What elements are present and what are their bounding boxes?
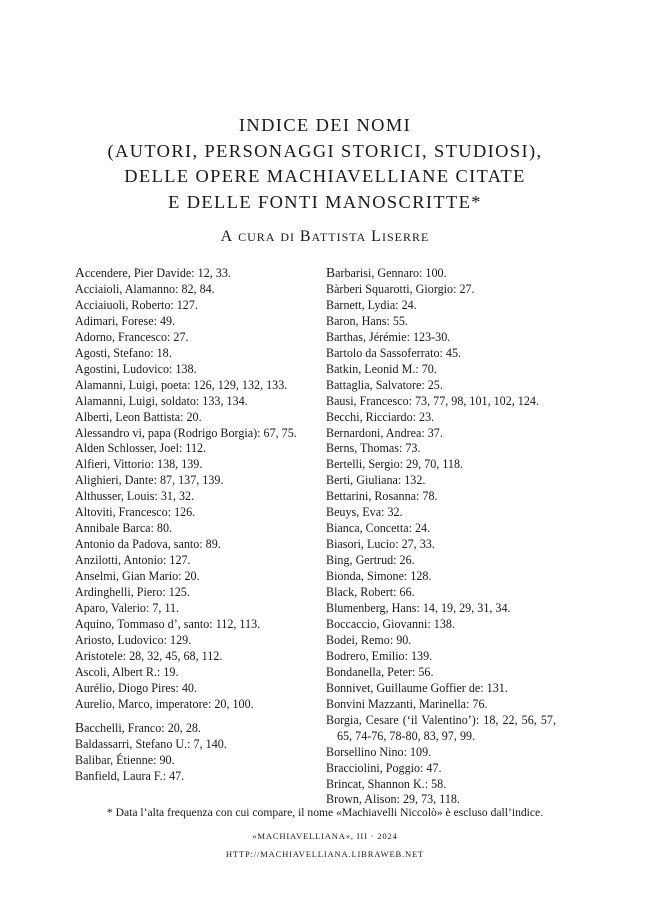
- index-entry: Alighieri, Dante: 87, 137, 139.: [75, 473, 224, 488]
- index-entry: Battaglia, Salvatore: 25.: [326, 377, 443, 392]
- index-entry: Barbarisi, Gennaro: 100.: [326, 265, 447, 280]
- index-entry: Aparo, Valerio: 7, 11.: [75, 601, 180, 616]
- index-entry: Bacchelli, Franco: 20, 28.: [75, 720, 201, 736]
- index-entry: Batkin, Leonid M.: 70.: [326, 361, 437, 376]
- index-entry: Annibale Barca: 80.: [75, 521, 173, 536]
- index-entry: Bionda, Simone: 128.: [326, 569, 432, 584]
- index-entry: Acciaiuoli, Roberto: 127.: [75, 297, 198, 312]
- index-entry: Barnett, Lydia: 24.: [326, 297, 417, 312]
- index-entry: Anselmi, Gian Mario: 20.: [75, 569, 200, 584]
- index-column-right: [326, 265, 556, 808]
- journal-issue: «MACHIAVELLIANA», III · 2024: [252, 831, 398, 841]
- journal-url: HTTP://MACHIAVELLIANA.LIBRAWEB.NET: [225, 849, 425, 859]
- index-entry: Biasori, Lucio: 27, 33.: [326, 537, 435, 552]
- index-entry: Bernardoni, Andrea: 37.: [326, 425, 443, 440]
- title-line: E DELLE FONTI MANOSCRITTE*: [168, 191, 482, 212]
- title-line: (AUTORI, PERSONAGGI STORICI, STUDIOSI),: [107, 140, 543, 161]
- index-entry: Bartolo da Sassoferrato: 45.: [326, 345, 462, 360]
- index-entry: Aquino, Tommaso d’, santo: 112, 113.: [75, 616, 261, 631]
- index-entry: Alessandro vi, papa (Rodrigo Borgia): 67, 75.: [75, 425, 297, 440]
- index-entry: Bausi, Francesco: 73, 77, 98, 101, 102, 124.: [326, 393, 539, 408]
- footnote: * Data l’alta frequenza con cui compare, il nome «Machiavelli Niccolò» è escluso dall’indice.: [106, 806, 544, 819]
- index-entry: Blumenberg, Hans: 14, 19, 29, 31, 34.: [326, 601, 511, 616]
- index-entry: Berti, Giuliana: 132.: [326, 473, 426, 488]
- index-entry: Agosti, Stefano: 18.: [75, 345, 172, 360]
- index-entry: Boccaccio, Giovanni: 138.: [326, 616, 455, 631]
- index-entry: Baldassarri, Stefano U.: 7, 140.: [75, 737, 227, 752]
- index-entry: Adorno, Francesco: 27.: [75, 329, 189, 344]
- index-entry: Althusser, Louis: 31, 32.: [75, 489, 195, 504]
- title-line: INDICE DEI NOMI: [238, 115, 412, 135]
- index-entry: Bodrero, Emilio: 139.: [326, 648, 433, 663]
- index-entry: Alden Schlosser, Joel: 112.: [75, 441, 207, 456]
- editor-credit: A CURA DI BATTISTA LISERRE: [220, 228, 430, 245]
- index-entry: Ardinghelli, Piero: 125.: [75, 585, 190, 600]
- index-entry: Borsellino Nino: 109.: [326, 744, 432, 759]
- index-entry: Bàrberi Squarotti, Giorgio: 27.: [326, 281, 475, 296]
- index-entry: Bianca, Concetta: 24.: [326, 521, 431, 536]
- index-entry: Bing, Gertrud: 26.: [326, 553, 415, 568]
- index-entry: Anzilotti, Antonio: 127.: [75, 553, 191, 568]
- index-entry: Bettarini, Rosanna: 78.: [326, 489, 438, 504]
- index-title: [0, 113, 650, 215]
- index-entry: Barthas, Jérémie: 123-30.: [326, 329, 451, 344]
- index-entry: Ariosto, Ludovico: 129.: [75, 632, 192, 647]
- index-entry: Black, Robert: 66.: [326, 585, 415, 600]
- index-entry: Ascoli, Albert R.: 19.: [75, 664, 179, 679]
- index-entry: Acciaioli, Alamanno: 82, 84.: [75, 281, 215, 296]
- index-entry: Alfieri, Vittorio: 138, 139.: [75, 457, 203, 472]
- index-entry: Alberti, Leon Battista: 20.: [75, 409, 202, 424]
- index-entry: Alamanni, Luigi, poeta: 126, 129, 132, 133.: [75, 377, 288, 392]
- title-line: DELLE OPERE MACHIAVELLIANE CITATE: [124, 166, 526, 187]
- index-entry: Altoviti, Francesco: 126.: [75, 505, 196, 520]
- index-entry: Balibar, Étienne: 90.: [75, 753, 175, 768]
- index-entry: Baron, Hans: 55.: [326, 313, 408, 328]
- index-entry: Becchi, Ricciardo: 23.: [326, 409, 435, 424]
- index-entry: Bondanella, Peter: 56.: [326, 664, 434, 679]
- index-entry: Brincat, Shannon K.: 58.: [326, 776, 447, 791]
- index-entry: Alamanni, Luigi, soldato: 133, 134.: [75, 393, 248, 408]
- index-entry: Aurelio, Marco, imperatore: 20, 100.: [75, 696, 254, 711]
- index-entry: Bracciolini, Poggio: 47.: [326, 760, 442, 775]
- index-entry: Banfield, Laura F.: 47.: [75, 769, 185, 784]
- index-entry: Aristotele: 28, 32, 45, 68, 112.: [75, 648, 223, 663]
- index-column-left: [75, 265, 303, 785]
- index-entry: Antonio da Padova, santo: 89.: [75, 537, 221, 552]
- index-entry: Bonvini Mazzanti, Marinella: 76.: [326, 696, 488, 711]
- index-entry: Accendere, Pier Davide: 12, 33.: [75, 265, 231, 280]
- index-entry: Bodei, Remo: 90.: [326, 632, 412, 647]
- index-entry: Borgia, Cesare (‘il Valentino’): 18, 22, 56, 57, 65, 74-76, 78-80, 83, 97, 99.: [326, 712, 556, 743]
- index-entry: Brown, Alison: 29, 73, 118.: [326, 792, 460, 807]
- index-entry: Beuys, Eva: 32.: [326, 505, 403, 520]
- index-entry: Agostini, Ludovico: 138.: [75, 361, 197, 376]
- index-entry: Bertelli, Sergio: 29, 70, 118.: [326, 457, 464, 472]
- index-entry: Bonnivet, Guillaume Goffier de: 131.: [326, 680, 508, 695]
- index-entry: Aurélio, Diogo Pires: 40.: [75, 680, 197, 695]
- index-entry: Adimari, Forese: 49.: [75, 313, 176, 328]
- index-entry: Berns, Thomas: 73.: [326, 441, 421, 456]
